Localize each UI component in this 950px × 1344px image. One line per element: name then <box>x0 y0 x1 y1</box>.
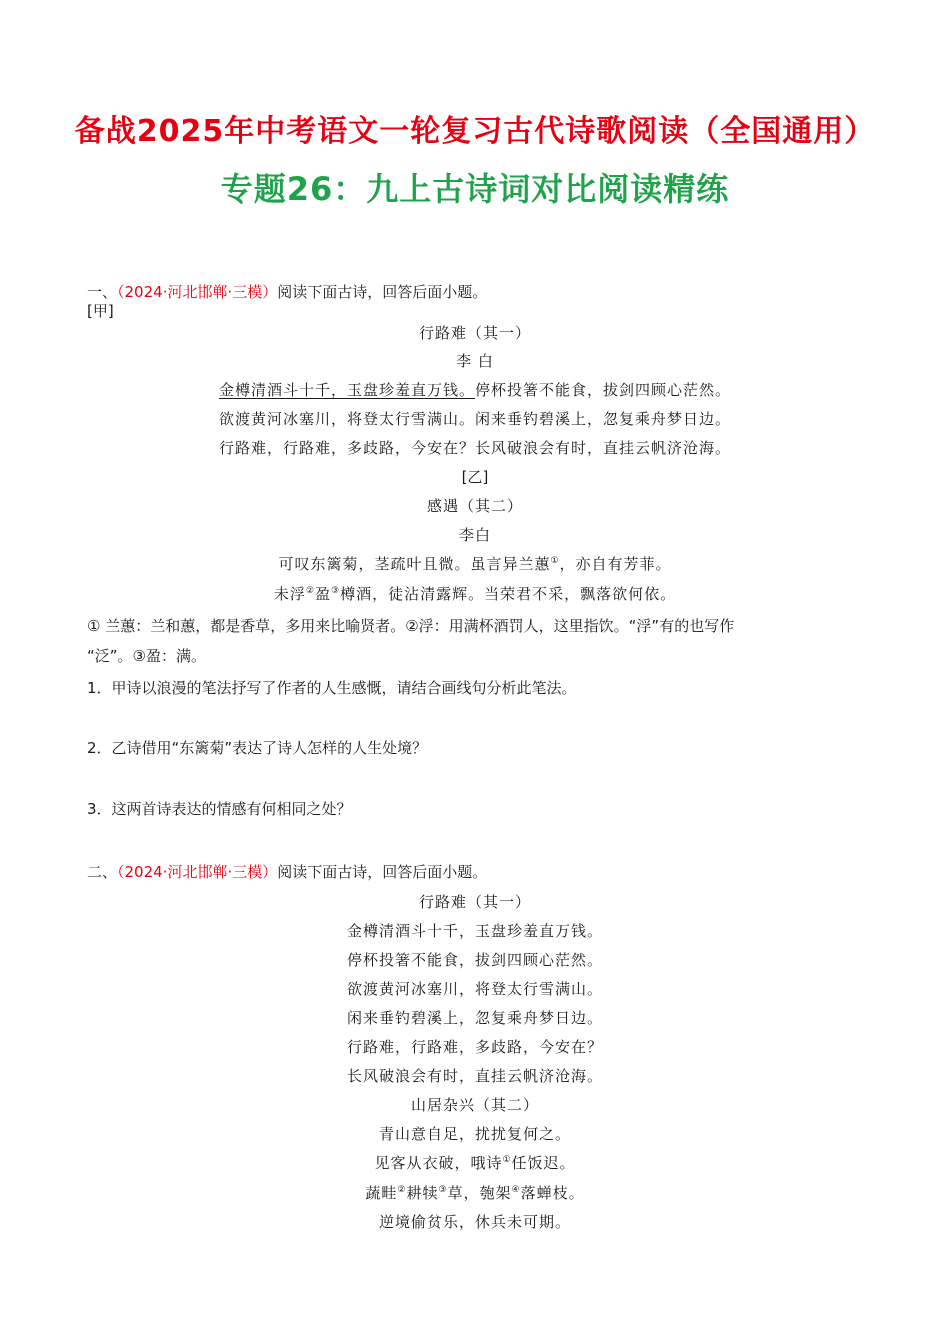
q2-poem1-title: 行路难（其一） <box>418 893 531 911</box>
text-segment: 未浮 <box>273 585 306 603</box>
q1-question-1: 1．甲诗以浪漫的笔法抒写了作者的人生感慨，请结合画线句分析此笔法。 <box>87 679 577 697</box>
text-segment: 盈 <box>314 585 331 603</box>
q2-source: （2024·河北邯郸·三模） <box>117 863 278 881</box>
q2-heading <box>87 861 487 883</box>
q2-poem2-title: 山居杂兴（其二） <box>410 1096 539 1114</box>
q1-label-jia: [甲] <box>87 302 114 320</box>
text-segment: 可叹东篱菊，茎疏叶且微。虽言异兰蕙 <box>278 555 551 573</box>
footnote-mark: ③ <box>438 1185 448 1195</box>
q1-notes-line2: “泛”。③盈：满。 <box>87 647 206 665</box>
q1-poem1-line3: 行路难，行路难，多歧路，今安在？长风破浪会有时，直挂云帆济沧海。 <box>218 439 731 457</box>
q2-poem2-line3 <box>0 1182 950 1204</box>
text-segment: 草，匏架 <box>447 1184 512 1202</box>
q1-poem2-line2 <box>0 583 950 605</box>
footnote-mark: ① <box>550 556 560 566</box>
q1-poem2-author: 李白 <box>458 526 491 544</box>
q2-poem1-line: 金樽清酒斗十千，玉盘珍羞直万钱。 <box>346 922 603 940</box>
q1-notes-line1: ① 兰蕙：兰和蕙，都是香草，多用来比喻贤者。②浮：用满杯酒罚人，这里指饮。“浮”有的也写作 <box>87 617 735 635</box>
q2-poem1-line: 欲渡黄河冰塞川，将登太行雪满山。 <box>346 980 603 998</box>
q2-poem1-line: 闲来垂钓碧溪上，忽复乘舟梦日边。 <box>346 1009 603 1027</box>
line-rest: 停杯投箸不能食，拔剑四顾心茫然。 <box>475 381 732 399</box>
text-segment: 耕犊 <box>406 1184 439 1202</box>
text-segment: ，亦自有芳菲。 <box>559 555 672 573</box>
q1-question-3: 3．这两首诗表达的情感有何相同之处？ <box>87 800 352 818</box>
text-segment: 樽酒，徒沾清露辉。当荣君不采，飘落欲何依。 <box>340 585 677 603</box>
text-segment: 蔬畦 <box>365 1184 398 1202</box>
footnote-mark: ① <box>502 1155 512 1165</box>
q1-poem2-title: 感遇（其二） <box>426 497 523 515</box>
q2-poem2-line4: 逆境偷贫乐，休兵未可期。 <box>378 1213 571 1231</box>
text-segment: 落蝉枝。 <box>520 1184 585 1202</box>
q2-poem1-line: 长风破浪会有时，直挂云帆济沧海。 <box>346 1067 603 1085</box>
q2-poem1-line: 行路难，行路难，多歧路，今安在？ <box>346 1038 603 1056</box>
q2-number: 二、 <box>87 863 118 881</box>
q1-number: 一、 <box>87 283 118 301</box>
document-subtitle: 专题26：九上古诗词对比阅读精练 <box>220 170 730 208</box>
q1-heading <box>87 281 487 303</box>
underlined-sentence: 金樽清酒斗十千，玉盘珍羞直万钱。 <box>218 381 475 399</box>
footnote-mark: ② <box>305 586 315 596</box>
q1-poem1-title: 行路难（其一） <box>418 324 531 342</box>
q1-label-yi: [乙] <box>461 468 489 486</box>
q1-poem1-author: 李 白 <box>456 352 494 370</box>
footnote-mark: ② <box>397 1185 407 1195</box>
footnote-mark: ③ <box>331 586 341 596</box>
q1-source: （2024·河北邯郸·三模） <box>117 283 278 301</box>
footnote-mark: ④ <box>511 1185 521 1195</box>
q1-question-2: 2．乙诗借用“东篱菊”表达了诗人怎样的人生处境？ <box>87 739 428 757</box>
q1-poem1-line1 <box>0 379 950 401</box>
text-segment: 见客从衣破，哦诗 <box>374 1154 503 1172</box>
q2-poem2-line1: 青山意自足，扰扰复何之。 <box>378 1125 571 1143</box>
q1-poem2-line1 <box>0 553 950 575</box>
q2-poem2-line2 <box>0 1152 950 1174</box>
q2-instruction: 阅读下面古诗，回答后面小题。 <box>277 863 488 881</box>
text-segment: 任饭迟。 <box>511 1154 576 1172</box>
q1-instruction: 阅读下面古诗，回答后面小题。 <box>277 283 488 301</box>
q1-poem1-line2: 欲渡黄河冰塞川，将登太行雪满山。闲来垂钓碧溪上，忽复乘舟梦日边。 <box>218 410 731 428</box>
q2-poem1-line: 停杯投箸不能食，拔剑四顾心茫然。 <box>346 951 603 969</box>
document-title: 备战2025年中考语文一轮复习古代诗歌阅读（全国通用） <box>74 114 876 149</box>
